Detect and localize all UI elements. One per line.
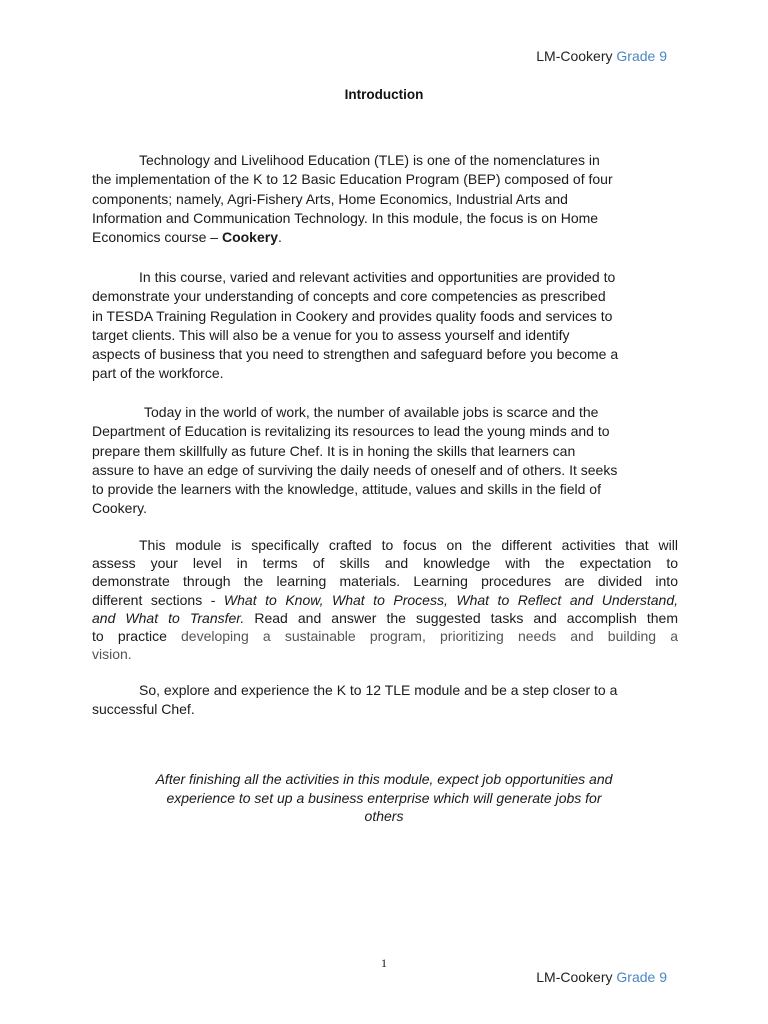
- closing-line: After finishing all the activities in this module, expect job opportunities and: [155, 771, 613, 787]
- paragraph-line: to provide the learners with the knowledge, attitude, values and skills in the field of: [92, 481, 601, 498]
- paragraph-line: assess your level in terms of skills and knowledge with the expectation to: [92, 555, 678, 572]
- paragraph-line: Cookery.: [92, 500, 147, 517]
- page-header: [536, 48, 667, 64]
- paragraph-line: prepare them skillfully as future Chef. It is in honing the skills that learners can: [92, 442, 576, 459]
- paragraph-line: This module is specifically crafted to focus on the different activities that will: [139, 537, 678, 553]
- paragraph-world-of-work: [92, 403, 670, 519]
- sections-italic-text: and What to Transfer.: [92, 609, 245, 626]
- paragraph-line: aspects of business that you need to strengthen and safeguard before you become a: [92, 346, 619, 363]
- paragraph-course-activities: [92, 268, 670, 384]
- paragraph-module-description: [92, 536, 678, 663]
- paragraph-line: Department of Education is revitalizing its resources to lead the young minds and to: [92, 423, 610, 440]
- paragraph-line: [92, 228, 670, 247]
- paragraph-line: successful Chef.: [92, 701, 195, 718]
- closing-line: others: [364, 808, 404, 824]
- header-grade-label: Grade 9: [616, 48, 667, 64]
- muted-text: developing a sustainable program, prioritizing needs and building a: [181, 628, 678, 645]
- header-doc-label: LM-Cookery: [536, 48, 613, 64]
- paragraph-line: in TESDA Training Regulation in Cookery and provides quality foods and services to: [92, 307, 613, 324]
- paragraph-line: demonstrate your understanding of concepts and core competencies as prescribed: [92, 288, 606, 305]
- paragraph-line: [92, 609, 678, 627]
- paragraph-explore: [92, 681, 670, 720]
- paragraph-line: assure to have an edge of surviving the daily needs of oneself and of others. It seeks: [92, 461, 618, 478]
- cookery-bold-text: Cookery: [221, 229, 278, 246]
- paragraph-line: demonstrate through the learning materials. Learning procedures are divided into: [92, 573, 678, 590]
- paragraph-line: [92, 591, 678, 609]
- closing-line: experience to set up a business enterprise which will generate jobs for: [166, 789, 602, 806]
- footer-grade-label: Grade 9: [616, 969, 667, 985]
- paragraph-line: the implementation of the K to 12 Basic Education Program (BEP) composed of four: [92, 171, 613, 188]
- paragraph-line: So, explore and experience the K to 12 TLE module and be a step closer to a: [139, 682, 618, 698]
- paragraph-line: part of the workforce.: [92, 365, 224, 382]
- text-run: different sections -: [92, 591, 224, 608]
- paragraph-line: components; namely, Agri-Fishery Arts, Home Economics, Industrial Arts and: [92, 190, 568, 207]
- paragraph-line: In this course, varied and relevant activities and opportunities are provided to: [139, 269, 616, 285]
- page-footer: [536, 969, 667, 985]
- paragraph-line: target clients. This will also be a venue for you to assess yourself and identify: [92, 326, 570, 343]
- paragraph-line: Today in the world of work, the number of available jobs is scarce and the: [144, 404, 599, 420]
- text-run: Economics course –: [92, 229, 222, 246]
- closing-statement: [0, 770, 768, 826]
- sections-italic-text: What to Know, What to Process, What to Reflect and Understand,: [223, 591, 678, 608]
- text-run: Read and answer the suggested tasks and accomplish them: [244, 609, 678, 626]
- paragraph-line: vision.: [92, 646, 132, 663]
- page-title: Introduction: [344, 87, 424, 102]
- page-number: 1: [381, 956, 387, 970]
- text-run: to practice: [92, 628, 182, 645]
- footer-doc-label: LM-Cookery: [536, 969, 613, 985]
- paragraph-tle-intro: [92, 151, 670, 247]
- paragraph-line: Technology and Livelihood Education (TLE) is one of the nomenclatures in: [139, 152, 600, 168]
- paragraph-line: Information and Communication Technology. In this module, the focus is on Home: [92, 209, 599, 226]
- text-run: .: [277, 229, 282, 246]
- paragraph-line: [92, 627, 678, 645]
